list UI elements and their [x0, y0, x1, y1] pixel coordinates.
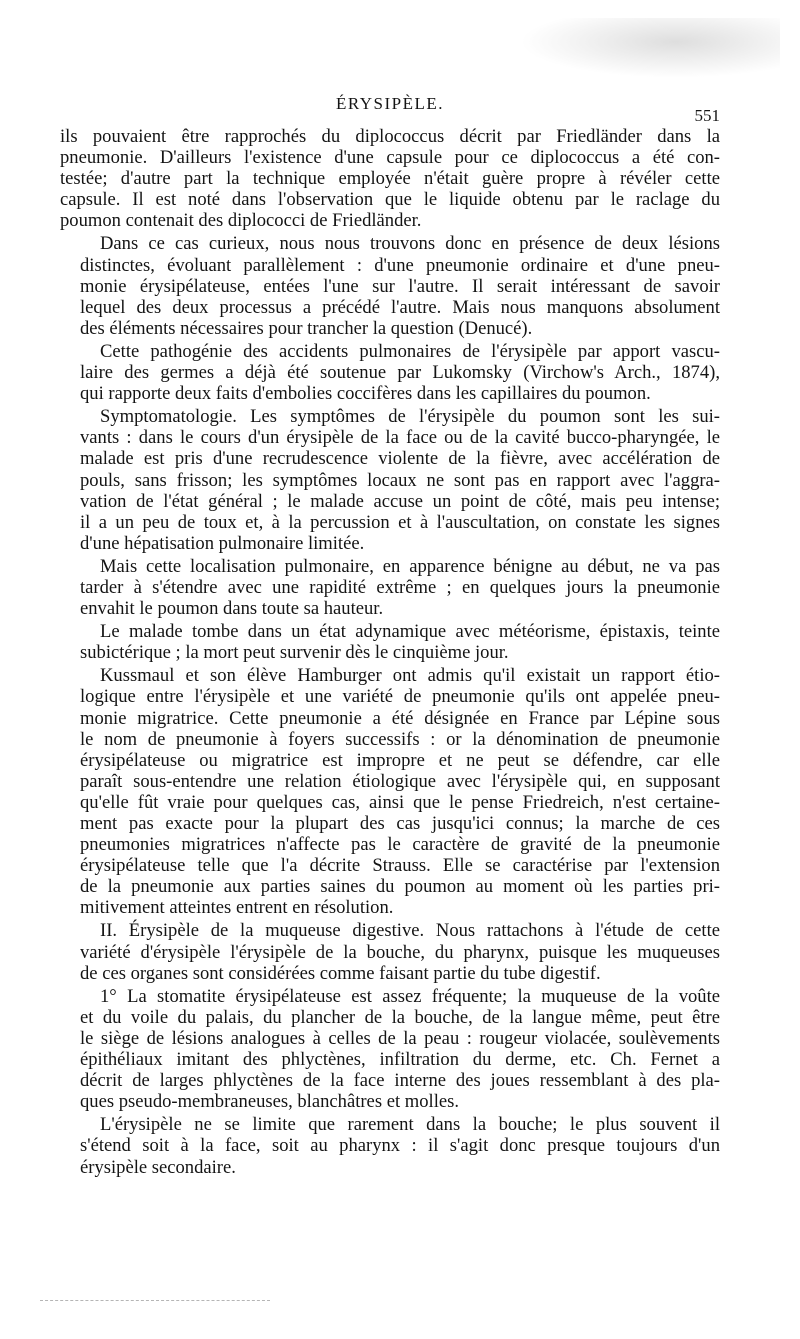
text-line: s'étend soit à la face, soit au pharynx : il s'agit donc presque toujours d'un	[80, 1135, 720, 1157]
text-line: subictérique ; la mort peut survenir dès le cinquième jour.	[80, 642, 509, 664]
text-line: Symptomatologie. Les symptômes de l'érysipèle du poumon sont les sui-	[100, 406, 720, 428]
text-line: mitivement atteintes entrent en résolution.	[80, 897, 394, 919]
text-line: monie migratrice. Cette pneumonie a été désignée en France par Lépine sous	[80, 707, 720, 729]
text-line: érysipèle secondaire.	[80, 1156, 236, 1178]
text-line: capsule. Il est noté dans l'observation que le liquide obtenu par le raclage du	[60, 189, 720, 211]
text-line: érysipélateuse telle que l'a décrite Strauss. Elle se caractérise par l'extension	[80, 855, 720, 877]
text-line: ils pouvaient être rapprochés du diplococcus décrit par Friedländer dans la	[60, 126, 720, 147]
text-line: le nom de pneumonie à foyers successifs : or la dénomination de pneumonie	[80, 728, 720, 750]
text-line: Cette pathogénie des accidents pulmonaires de l'érysipèle par apport vascu-	[100, 340, 720, 362]
paragraph	[60, 1114, 720, 1177]
text-line: Dans ce cas curieux, nous nous trouvons donc en présence de deux lésions	[100, 233, 720, 255]
text-line: II. Érysipèle de la muqueuse digestive. Nous rattachons à l'étude de cette	[100, 920, 720, 942]
scan-noise-bottom	[40, 1300, 270, 1304]
text-line: tarder à s'étendre avec une rapidité extrême ; en quelques jours la pneumonie	[80, 576, 720, 598]
text-line: et du voile du palais, du plancher de la bouche, de la langue même, peut être	[80, 1006, 720, 1028]
text-line: monie érysipélateuse, entées l'une sur l'autre. Il serait intéressant de savoir	[80, 275, 720, 297]
paragraph	[60, 621, 720, 663]
text-line: poumon contenait des diplococci de Friedländer.	[60, 210, 422, 232]
text-line: malade est pris d'une recrudescence violente de la fièvre, avec accélération de	[80, 448, 720, 470]
paragraph	[60, 556, 720, 619]
body-text	[60, 126, 720, 1178]
text-line: décrit de larges phlyctènes de la face interne des joues ressemblant à des pla-	[80, 1070, 720, 1092]
scan-noise-top	[520, 18, 780, 78]
text-line: de ces organes sont considérées comme faisant partie du tube digestif.	[80, 962, 601, 984]
text-line: il a un peu de toux et, à la percussion et à l'auscultation, on constate les signes	[80, 511, 720, 533]
text-line: variété d'érysipèle l'érysipèle de la bouche, du pharynx, puisque les muqueuses	[80, 941, 720, 963]
text-line: logique entre l'érysipèle et une variété de pneumonie qu'ils ont appelée pneu-	[80, 686, 720, 708]
text-line: ques pseudo-membraneuses, blanchâtres et molles.	[80, 1091, 459, 1113]
paragraph	[60, 406, 720, 554]
text-line: testée; d'autre part la technique employée n'était guère propre à révéler cette	[60, 168, 720, 190]
text-line: pneumonie. D'ailleurs l'existence d'une capsule pour ce diplococcus a été con-	[60, 147, 720, 169]
paragraph	[60, 233, 720, 338]
paragraph	[60, 920, 720, 983]
text-line: de la pneumonie aux parties saines du poumon au moment où les parties pri-	[80, 876, 720, 898]
text-line: L'érysipèle ne se limite que rarement dans la bouche; le plus souvent il	[100, 1114, 720, 1136]
text-line: envahit le poumon dans toute sa hauteur.	[80, 598, 384, 620]
text-line: lequel des deux processus a précédé l'autre. Mais nous manquons absolument	[80, 296, 720, 318]
text-line: ment pas exacte pour la plupart des cas jusqu'ici connus; la marche de ces	[80, 813, 720, 834]
text-line: paraît sous-entendre une relation étiologique avec l'érysipèle qui, en supposant	[80, 770, 720, 792]
text-line: Kussmaul et son élève Hamburger ont admis qu'il existait un rapport étio-	[100, 665, 720, 687]
text-line: des éléments nécessaires pour trancher la question (Denucé).	[80, 317, 533, 339]
text-line: pneumonies migratrices n'affecte pas le caractère de gravité de la pneumonie	[80, 834, 720, 856]
paragraph	[60, 126, 720, 231]
text-line: d'une hépatisation pulmonaire limitée.	[80, 532, 365, 554]
text-line: 1° La stomatite érysipélateuse est assez fréquente; la muqueuse de la voûte	[100, 985, 720, 1007]
text-line: qui rapporte deux faits d'embolies coccifères dans les capillaires du poumon.	[80, 383, 651, 405]
running-title: ÉRYSIPÈLE.	[335, 94, 445, 113]
page-number: 551	[694, 106, 720, 125]
text-line: vation de l'état général ; le malade accuse un point de côté, mais peu intense;	[80, 490, 720, 512]
text-line: pouls, sans frisson; les symptômes locaux ne sont pas en rapport avec l'aggra-	[80, 469, 720, 491]
text-line: Le malade tombe dans un état adynamique avec météorisme, épistaxis, teinte	[100, 621, 720, 643]
text-line: qu'elle fût vraie pour quelques cas, ainsi que le pense Friedreich, n'est certaine-	[80, 791, 720, 813]
text-line: érysipélateuse ou migratrice est impropre et ne peut se défendre, car elle	[80, 749, 720, 771]
text-line: le siège de lésions analogues à celles de la peau : rougeur violacée, soulèvements	[80, 1027, 720, 1049]
paragraph	[60, 986, 720, 1113]
text-line: distinctes, évoluant parallèlement : d'une pneumonie ordinaire et d'une pneu-	[80, 254, 720, 276]
paragraph	[60, 665, 720, 918]
text-line: laire des germes a déjà été soutenue par Lukomsky (Virchow's Arch., 1874),	[80, 362, 720, 384]
text-line: vants : dans le cours d'un érysipèle de la face ou de la cavité bucco-pharyngée, le	[80, 427, 720, 449]
paragraph	[60, 341, 720, 404]
text-line: Mais cette localisation pulmonaire, en apparence bénigne au début, ne va pas	[100, 555, 720, 577]
page-header	[60, 94, 720, 125]
text-line: épithéliaux imitant des phlyctènes, infiltration du derme, etc. Ch. Fernet a	[80, 1049, 720, 1071]
